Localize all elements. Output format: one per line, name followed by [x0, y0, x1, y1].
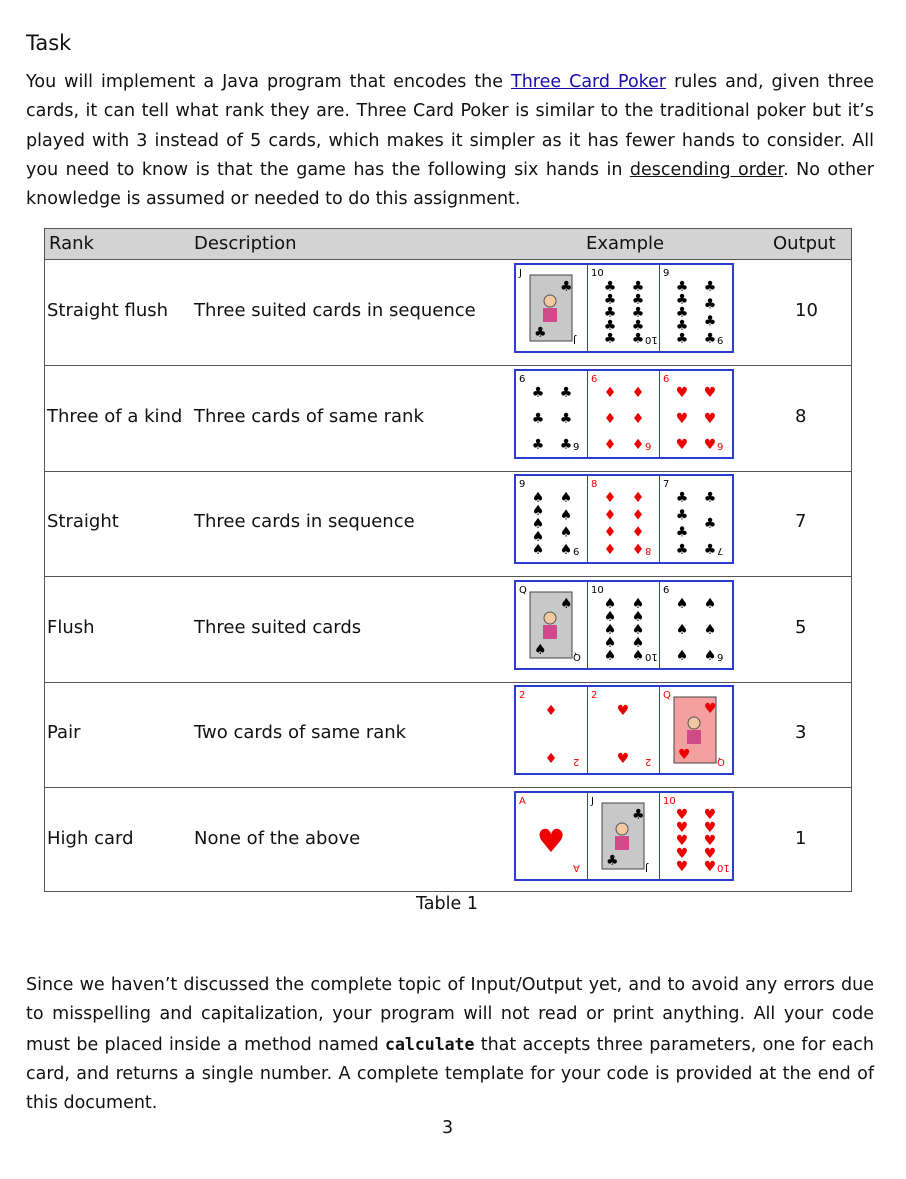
three-card-poker-link[interactable]: Three Card Poker — [511, 72, 667, 92]
header-rank: Rank — [49, 233, 94, 254]
playing-card — [660, 582, 732, 668]
hand-rank: Straight flush — [47, 300, 169, 321]
card-pip-icon: ♣ — [703, 279, 717, 295]
table-row — [45, 577, 851, 683]
hand-output: 7 — [795, 511, 807, 532]
method-name-code: calculate — [385, 1034, 475, 1054]
playing-card — [660, 371, 732, 457]
card-face-icon — [660, 476, 730, 560]
card-pip-icon: ♦ — [631, 490, 645, 506]
card-pip-icon: ♠ — [703, 595, 717, 612]
card-pip-icon: ♥ — [616, 703, 630, 719]
card-pip-icon: ♠ — [531, 503, 545, 519]
card-pip-icon: ♠ — [603, 608, 617, 625]
card-rank: J — [591, 795, 594, 807]
card-rank: 9 — [519, 479, 526, 490]
hand-description: Three cards in sequence — [194, 511, 415, 532]
card-pip-icon: ♠ — [631, 647, 645, 664]
card-pip-icon: ♦ — [603, 490, 617, 506]
card-face-icon — [660, 687, 730, 771]
hand-description: Two cards of same rank — [194, 722, 407, 743]
example-cards — [514, 685, 734, 775]
face-figure-body — [615, 836, 629, 850]
card-suit: ♠ — [534, 641, 547, 658]
card-rank: 10 — [591, 268, 604, 279]
table-row — [45, 788, 851, 893]
table-row — [45, 682, 851, 788]
card-pip-icon: ♣ — [703, 542, 717, 558]
playing-card — [660, 793, 732, 879]
card-pip-icon: ♦ — [631, 524, 645, 541]
card-pip-icon: ♦ — [631, 542, 645, 558]
table-row — [45, 260, 851, 366]
card-suit: ♥ — [704, 701, 717, 717]
card-pip-icon: ♣ — [631, 292, 645, 308]
card-rank: Q — [663, 690, 671, 701]
hand-description: Three suited cards — [194, 616, 362, 638]
card-rank: 10 — [591, 584, 604, 596]
intro-text-3: . No other knowledge is assumed or needed to do this assignment. — [26, 159, 874, 210]
card-rank: 2 — [519, 690, 526, 701]
card-pip-icon: ♠ — [559, 542, 573, 558]
playing-card — [516, 371, 588, 457]
card-pip-icon: ♠ — [675, 621, 689, 638]
card-face-icon — [588, 371, 658, 455]
hand-rank: Straight — [47, 511, 119, 532]
card-face-icon — [516, 371, 586, 455]
playing-card — [588, 265, 660, 351]
playing-card — [660, 687, 732, 773]
card-face-icon — [516, 265, 586, 349]
card-pip-icon: ♠ — [703, 647, 717, 664]
card-pip-icon: ♦ — [631, 436, 645, 453]
card-pip-icon: ♣ — [631, 331, 645, 347]
hand-rank: Pair — [47, 722, 81, 743]
card-pip-icon: ♥ — [703, 858, 717, 875]
card-pip-icon: ♦ — [603, 410, 617, 427]
table-caption: Table 1 — [416, 894, 478, 914]
card-pip-icon: ♣ — [675, 292, 689, 308]
card-pip-icon: ♦ — [544, 751, 558, 767]
card-pip-icon: ♣ — [631, 318, 645, 334]
header-example: Example — [586, 233, 665, 254]
card-pip-icon: ♣ — [703, 296, 717, 313]
card-pip-icon: ♠ — [559, 490, 573, 506]
card-pip-icon: ♣ — [531, 410, 545, 427]
card-rank: 6 — [663, 584, 670, 596]
example-cards — [514, 263, 734, 353]
card-rank: A — [573, 861, 580, 873]
card-rank: 6 — [573, 439, 580, 451]
card-pip-icon: ♥ — [703, 832, 717, 849]
hand-output: 1 — [795, 827, 807, 849]
page-number: 3 — [442, 1118, 454, 1138]
card-face-icon — [588, 582, 658, 666]
playing-card — [516, 265, 588, 351]
card-pip-icon: ♥ — [616, 751, 630, 767]
card-pip-icon: ♥ — [675, 436, 689, 453]
card-rank: 9 — [717, 334, 724, 345]
card-pip-icon: ♦ — [544, 703, 558, 719]
card-face-icon — [588, 476, 658, 560]
card-pip-icon: ♣ — [603, 318, 617, 334]
card-pip-icon: ♠ — [531, 490, 545, 506]
hand-output: 3 — [795, 722, 807, 743]
card-suit: ♣ — [606, 852, 619, 869]
face-figure-body — [543, 625, 557, 639]
card-rank: 8 — [645, 545, 652, 556]
face-figure-icon — [544, 295, 556, 307]
hand-rank: High card — [47, 827, 134, 849]
hands-table — [44, 228, 852, 892]
card-pip-icon: ♦ — [603, 542, 617, 558]
card-pip-icon: ♣ — [675, 490, 689, 506]
card-pip-icon: ♠ — [631, 621, 645, 638]
section-heading: Task — [26, 31, 72, 55]
card-rank: 2 — [645, 756, 652, 767]
intro-text-1: You will implement a Java program that encodes the — [26, 72, 512, 92]
card-pip-icon: ♠ — [531, 516, 545, 532]
card-pip-icon: ♠ — [631, 608, 645, 625]
card-pip-icon: ♥ — [675, 384, 689, 401]
card-rank: 6 — [591, 373, 598, 385]
card-pip-icon: ♣ — [531, 384, 545, 401]
card-pip-icon: ♣ — [603, 279, 617, 295]
intro-text-2: rules and, given three cards, it can tell what rank they are. Three Card Poker is similar to the traditional poker but it’s played with 3 instead of 5 cards, which makes it simpler as it has fewer hands to consider. All you need to know is that the game has the following six hands in — [26, 72, 874, 180]
table-header — [45, 229, 851, 260]
card-rank: 10 — [663, 795, 676, 807]
card-face-icon — [588, 265, 658, 349]
card-pip-icon: ♦ — [631, 507, 645, 524]
face-figure-icon — [616, 823, 628, 835]
card-face-icon — [660, 371, 730, 455]
card-pip-icon: ♣ — [603, 305, 617, 321]
card-pip-icon: ♦ — [631, 384, 645, 401]
card-pip-icon: ♣ — [675, 279, 689, 295]
playing-card — [660, 265, 732, 351]
playing-card — [516, 476, 588, 562]
card-rank: 6 — [663, 373, 670, 385]
card-pip-icon: ♦ — [603, 436, 617, 453]
face-figure-body — [687, 730, 701, 744]
card-pip-icon: ♦ — [603, 384, 617, 401]
outro-text-2: that accepts three parameters, one for each card, and returns a single number. A complete template for your code is provided at the end of this document. — [26, 1034, 874, 1114]
card-rank: J — [573, 334, 576, 345]
card-rank: Q — [717, 756, 725, 767]
example-cards — [514, 474, 734, 564]
descending-order-text: descending order — [629, 159, 784, 180]
card-pip-icon: ♥ — [675, 410, 689, 427]
card-pip-icon: ♥ — [703, 436, 717, 453]
card-pip-icon: ♠ — [603, 647, 617, 664]
card-rank: 10 — [645, 650, 658, 662]
hand-description: None of the above — [194, 827, 361, 849]
example-cards — [514, 580, 734, 670]
card-rank: 8 — [591, 479, 598, 490]
card-pip-icon: ♣ — [559, 410, 573, 427]
hand-output: 5 — [795, 616, 807, 638]
card-pip-icon: ♣ — [675, 507, 689, 524]
card-pip-icon: ♠ — [531, 542, 545, 558]
hand-output: 10 — [795, 300, 818, 321]
card-pip-icon: ♣ — [675, 331, 689, 347]
card-pip-icon: ♦ — [603, 507, 617, 524]
card-rank: 2 — [591, 690, 598, 701]
card-pip-icon: ♦ — [603, 524, 617, 541]
card-pip-icon: ♠ — [631, 634, 645, 651]
card-pip-icon: ♣ — [675, 305, 689, 321]
card-pip-icon: ♣ — [703, 490, 717, 506]
card-rank: 7 — [717, 545, 724, 556]
playing-card — [516, 582, 588, 668]
card-rank: 2 — [573, 756, 580, 767]
card-rank: 7 — [663, 479, 670, 490]
playing-card — [588, 371, 660, 457]
card-pip-icon: ♣ — [631, 305, 645, 321]
outro-text-1: Since we haven’t discussed the complete topic of Input/Output yet, and to avoid any errors due to misspelling and capitalization, your program will not read or print anything. All your code must be placed inside a method named — [26, 975, 874, 1055]
playing-card — [588, 582, 660, 668]
card-pip-icon: ♣ — [531, 436, 545, 453]
card-face-icon — [660, 265, 730, 349]
card-face-icon — [516, 687, 586, 771]
card-rank: 9 — [663, 268, 670, 279]
card-pip-icon: ♠ — [531, 529, 545, 545]
card-pip-icon: ♠ — [631, 595, 645, 612]
card-pip-icon: ♠ — [559, 524, 573, 541]
card-suit: ♣ — [632, 806, 645, 823]
face-figure-icon — [688, 717, 700, 729]
example-cards — [514, 791, 734, 881]
playing-card — [588, 793, 660, 879]
card-rank: 6 — [519, 373, 526, 385]
card-pip-icon: ♠ — [603, 621, 617, 638]
card-rank: A — [519, 795, 526, 807]
card-pip-icon: ♥ — [675, 819, 689, 836]
card-rank: J — [645, 861, 648, 873]
card-pip-icon: ♥ — [675, 858, 689, 875]
card-pip-icon: ♥ — [536, 821, 566, 860]
hand-description: Three cards of same rank — [194, 405, 424, 427]
card-pip-icon: ♣ — [703, 516, 717, 532]
table-row — [45, 471, 851, 577]
card-pip-icon: ♠ — [703, 621, 717, 638]
card-pip-icon: ♣ — [675, 318, 689, 334]
playing-card — [516, 793, 588, 879]
card-rank: 6 — [717, 439, 724, 451]
card-pip-icon: ♣ — [559, 436, 573, 453]
card-rank: 6 — [717, 650, 724, 662]
card-face-icon — [660, 793, 730, 877]
intro-paragraph — [26, 68, 874, 214]
card-pip-icon: ♠ — [675, 595, 689, 612]
card-pip-icon: ♥ — [703, 410, 717, 427]
card-rank: J — [519, 268, 522, 279]
example-cards — [514, 369, 734, 459]
face-figure-icon — [544, 612, 556, 624]
face-figure-body — [543, 308, 557, 322]
card-rank: 9 — [573, 545, 580, 556]
playing-card — [588, 687, 660, 773]
card-rank: Q — [573, 650, 581, 662]
card-pip-icon: ♥ — [675, 845, 689, 862]
card-pip-icon: ♠ — [603, 595, 617, 612]
playing-card — [588, 476, 660, 562]
card-rank: 10 — [717, 861, 730, 873]
card-pip-icon: ♥ — [675, 832, 689, 849]
card-pip-icon: ♥ — [703, 819, 717, 836]
card-suit: ♥ — [678, 747, 691, 763]
card-rank: 6 — [645, 439, 652, 451]
card-face-icon — [660, 582, 730, 666]
card-pip-icon: ♠ — [675, 647, 689, 664]
hand-rank: Three of a kind — [47, 405, 183, 427]
card-rank: Q — [519, 584, 527, 596]
hand-description: Three suited cards in sequence — [194, 300, 476, 321]
card-suit: ♠ — [560, 595, 573, 612]
header-output: Output — [773, 233, 836, 254]
card-face-icon — [588, 687, 658, 771]
card-suit: ♣ — [534, 325, 547, 341]
card-rank: 10 — [645, 334, 658, 345]
card-pip-icon: ♥ — [703, 384, 717, 401]
table-row — [45, 366, 851, 472]
card-pip-icon: ♣ — [703, 331, 717, 347]
card-face-icon — [516, 476, 586, 560]
card-pip-icon: ♣ — [675, 524, 689, 541]
card-pip-icon: ♣ — [603, 292, 617, 308]
card-pip-icon: ♦ — [631, 410, 645, 427]
card-pip-icon: ♣ — [631, 279, 645, 295]
outro-paragraph — [26, 971, 874, 1118]
hand-output: 8 — [795, 405, 807, 427]
card-face-icon — [588, 793, 658, 877]
card-face-icon — [516, 793, 586, 877]
header-description: Description — [194, 233, 297, 254]
hand-rank: Flush — [47, 616, 95, 638]
playing-card — [516, 687, 588, 773]
card-pip-icon: ♠ — [603, 634, 617, 651]
card-suit: ♣ — [560, 279, 573, 295]
card-pip-icon: ♥ — [703, 806, 717, 823]
card-pip-icon: ♥ — [675, 806, 689, 823]
card-face-icon — [516, 582, 586, 666]
card-pip-icon: ♣ — [603, 331, 617, 347]
card-pip-icon: ♣ — [675, 542, 689, 558]
card-pip-icon: ♥ — [703, 845, 717, 862]
playing-card — [660, 476, 732, 562]
card-pip-icon: ♣ — [559, 384, 573, 401]
card-pip-icon: ♠ — [559, 507, 573, 524]
card-pip-icon: ♣ — [703, 313, 717, 330]
